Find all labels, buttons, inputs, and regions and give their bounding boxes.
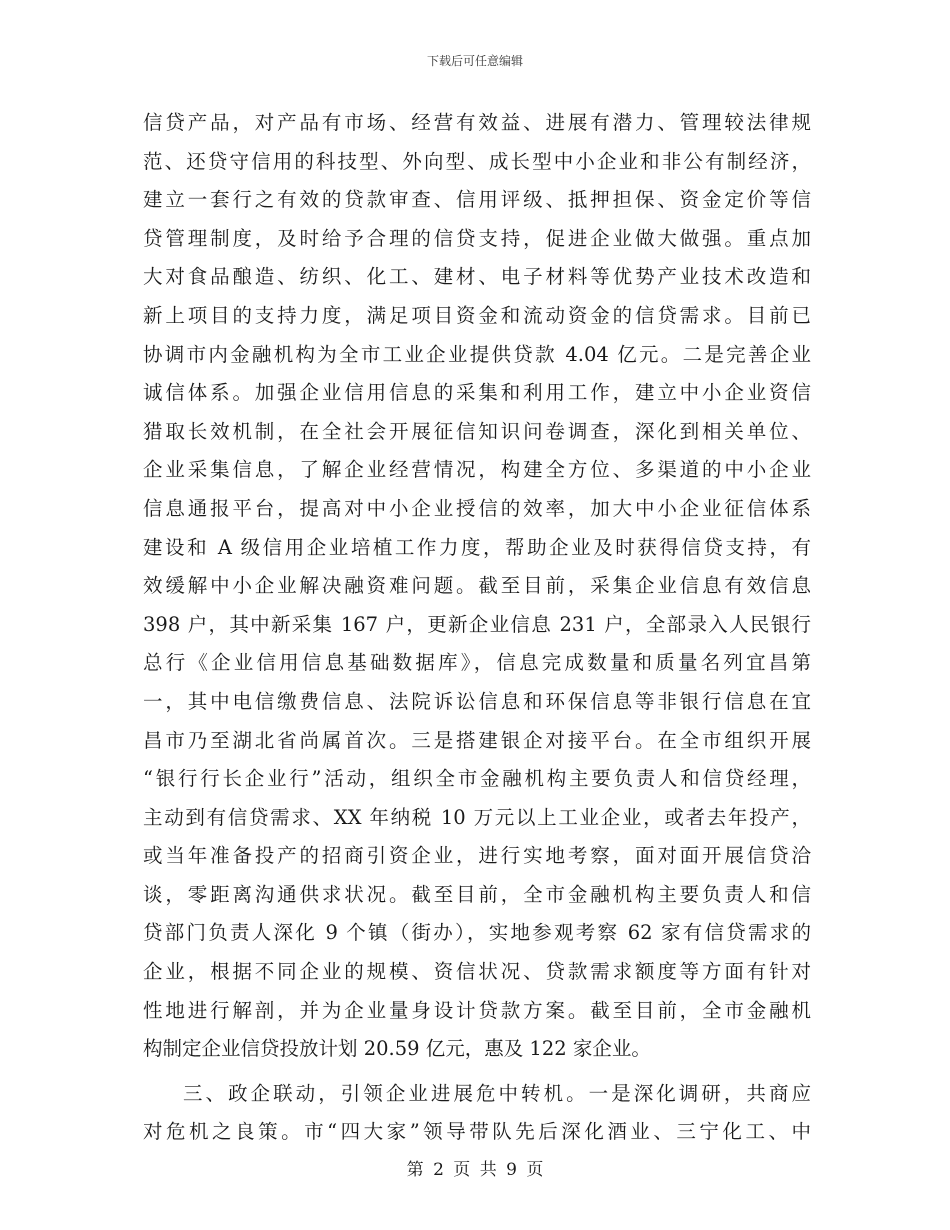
text-line: “银行行长企业行”活动，组织全市金融机构主要负责人和信贷经理， — [143, 767, 811, 791]
text-line: 谈，零距离沟通供求状况。截至目前，全市金融机构主要负责人和信 — [143, 882, 811, 906]
text-line: 新上项目的支持力度，满足项目资金和流动资金的信贷需求。目前已 — [143, 303, 811, 327]
text-line: 建设和 A 级信用企业培植工作力度，帮助企业及时获得信贷支持，有 — [143, 535, 811, 559]
document-body — [143, 104, 811, 1152]
text-line: 诚信体系。加强企业信用信息的采集和利用工作，建立中小企业资信 — [143, 381, 811, 405]
text-line: 三、政企联动，引领企业进展危中转机。一是深化调研，共商应 — [183, 1081, 811, 1105]
text-line: 大对食品酿造、纺织、化工、建材、电子材料等优势产业技术改造和 — [143, 265, 811, 289]
text-line: 范、还贷守信用的科技型、外向型、成长型中小企业和非公有制经济， — [143, 149, 811, 173]
text-line: 一，其中电信缴费信息、法院诉讼信息和环保信息等非银行信息在宜 — [143, 689, 811, 713]
paragraph-1 — [143, 104, 811, 1069]
text-line: 效缓解中小企业解决融资难问题。截至目前，采集企业信息有效信息 — [143, 574, 811, 598]
page-header: 下载后可任意编辑 — [426, 54, 523, 68]
text-line: 或当年准备投产的招商引资企业，进行实地考察，面对面开展信贷洽 — [143, 844, 811, 868]
text-line: 猎取长效机制，在全社会开展征信知识问卷调查，深化到相关单位、 — [143, 419, 811, 443]
text-line: 贷部门负责人深化 9 个镇（街办），实地参观考察 62 家有信贷需求的 — [143, 921, 811, 945]
page-footer: 第 2 页 共 9 页 — [406, 1160, 544, 1180]
paragraph-2 — [143, 1075, 811, 1152]
text-line: 对危机之良策。市“四大家”领导带队先后深化酒业、三宁化工、中 — [143, 1120, 811, 1144]
text-line: 信息通报平台，提高对中小企业授信的效率，加大中小企业征信体系 — [143, 496, 811, 520]
text-line: 建立一套行之有效的贷款审查、信用评级、抵押担保、资金定价等信 — [143, 188, 811, 212]
text-line: 总行《企业信用信息基础数据库》，信息完成数量和质量名列宜昌第 — [143, 651, 811, 675]
text-line: 主动到有信贷需求、XX 年纳税 10 万元以上工业企业，或者去年投产， — [143, 805, 811, 829]
text-line: 性地进行解剖，并为企业量身设计贷款方案。截至目前，全市金融机 — [143, 998, 811, 1022]
text-line: 企业，根据不同企业的规模、资信状况、贷款需求额度等方面有针对 — [143, 960, 811, 984]
text-line: 贷管理制度，及时给予合理的信贷支持，促进企业做大做强。重点加 — [143, 226, 811, 250]
text-line: 企业采集信息，了解企业经营情况，构建全方位、多渠道的中小企业 — [143, 458, 811, 482]
text-line: 协调市内金融机构为全市工业企业提供贷款 4.04 亿元。二是完善企业 — [143, 342, 811, 366]
text-line: 昌市乃至湖北省尚属首次。三是搭建银企对接平台。在全市组织开展 — [143, 728, 811, 752]
text-line: 信贷产品，对产品有市场、经营有效益、进展有潜力、管理较法律规 — [143, 111, 811, 134]
text-line: 398 户，其中新采集 167 户，更新企业信息 231 户，全部录入人民银行 — [143, 612, 811, 636]
text-line: 构制定企业信贷投放计划 20.59 亿元，惠及 122 家企业。 — [143, 1037, 651, 1061]
